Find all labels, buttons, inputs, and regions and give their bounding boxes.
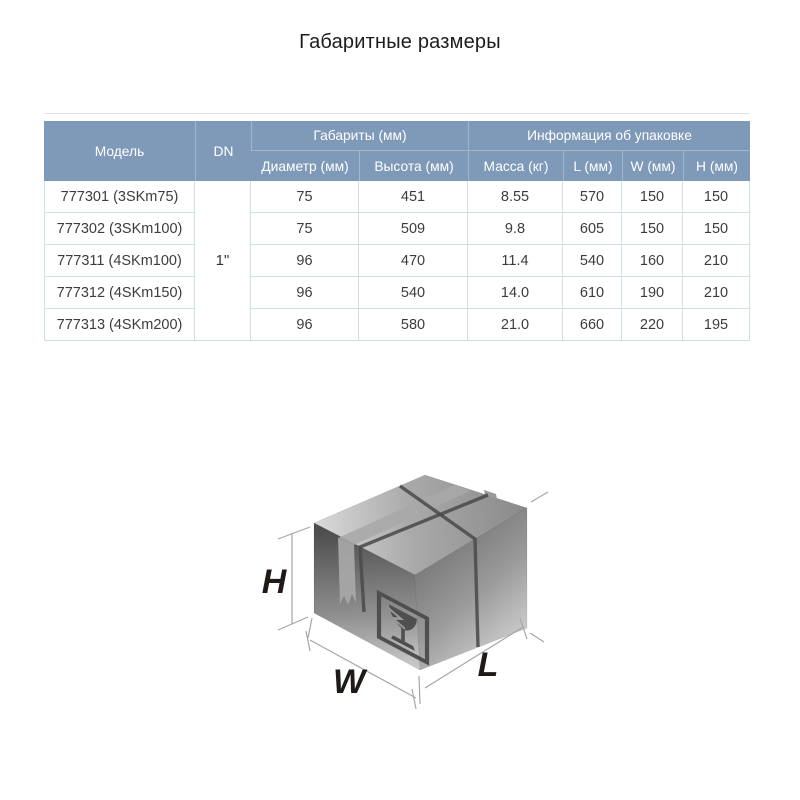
cell-dn: 1"	[195, 181, 251, 341]
cell-w: 150	[622, 181, 683, 213]
cell-l: 570	[563, 181, 622, 213]
cell-model: 777313 (4SKm200)	[44, 309, 195, 341]
col-header-dn: DN	[195, 121, 251, 181]
col-header-diameter: Диаметр (мм)	[251, 150, 359, 181]
cell-diameter: 75	[251, 181, 359, 213]
col-header-model: Модель	[44, 121, 195, 181]
cell-h: 210	[683, 245, 750, 277]
cell-mass: 14.0	[468, 277, 563, 309]
cell-mass: 8.55	[468, 181, 563, 213]
h-label: H	[261, 563, 287, 601]
cell-h: 210	[683, 277, 750, 309]
l-label: L	[477, 646, 499, 684]
cell-height: 509	[359, 213, 468, 245]
cell-diameter: 96	[251, 309, 359, 341]
cell-w: 190	[622, 277, 683, 309]
w-extension-right	[419, 676, 420, 704]
cell-model: 777302 (3SKm100)	[44, 213, 195, 245]
l-extension-right	[530, 633, 544, 642]
cell-diameter: 96	[251, 277, 359, 309]
cell-model: 777311 (4SKm100)	[44, 245, 195, 277]
cell-w: 150	[622, 213, 683, 245]
w-tick-right	[412, 689, 416, 709]
divider-line	[44, 113, 750, 114]
cell-height: 451	[359, 181, 468, 213]
dimensions-table	[44, 121, 750, 341]
package-box-diagram	[250, 450, 570, 720]
cell-height: 470	[359, 245, 468, 277]
cell-h: 150	[683, 213, 750, 245]
cell-mass: 9.8	[468, 213, 563, 245]
table-row	[44, 181, 750, 213]
table-row	[44, 245, 750, 277]
page-title: Габаритные размеры	[299, 31, 501, 53]
cell-w: 160	[622, 245, 683, 277]
cell-height: 580	[359, 309, 468, 341]
cell-model: 777312 (4SKm150)	[44, 277, 195, 309]
col-header-mass: Масса (кг)	[468, 150, 563, 181]
cell-diameter: 75	[251, 213, 359, 245]
cell-l: 540	[563, 245, 622, 277]
cell-l: 605	[563, 213, 622, 245]
w-extension-left	[308, 618, 312, 638]
packing-tape-front	[338, 538, 356, 605]
h-extension-bottom	[278, 617, 308, 630]
cell-diameter: 96	[251, 245, 359, 277]
col-header-l: L (мм)	[563, 150, 622, 181]
h-extension-top	[278, 527, 310, 539]
table-row	[44, 309, 750, 341]
cell-mass: 11.4	[468, 245, 563, 277]
l-extension-top	[531, 492, 548, 502]
cell-mass: 21.0	[468, 309, 563, 341]
table-row	[44, 277, 750, 309]
group-header-dimensions: Габариты (мм)	[251, 121, 468, 150]
col-header-w: W (мм)	[622, 150, 683, 181]
cell-w: 220	[622, 309, 683, 341]
table-row	[44, 213, 750, 245]
cell-model: 777301 (3SKm75)	[44, 181, 195, 213]
col-header-h: H (мм)	[683, 150, 750, 181]
col-header-height: Высота (мм)	[359, 150, 468, 181]
group-header-packaging: Информация об упаковке	[468, 121, 750, 150]
cell-l: 660	[563, 309, 622, 341]
cell-h: 150	[683, 181, 750, 213]
cell-l: 610	[563, 277, 622, 309]
w-label: W	[332, 663, 366, 701]
cell-height: 540	[359, 277, 468, 309]
cell-h: 195	[683, 309, 750, 341]
